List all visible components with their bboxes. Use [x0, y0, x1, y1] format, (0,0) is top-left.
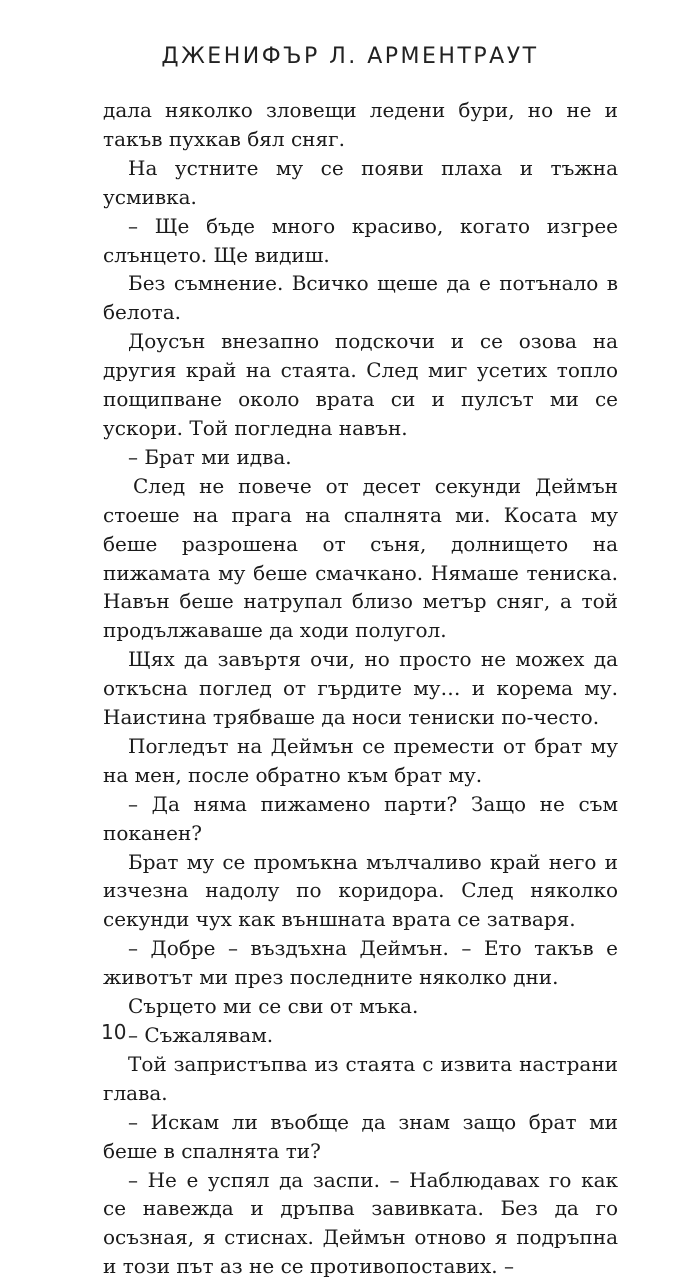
paragraph: Без съмнение. Всичко щеше да е потънало в белота. — [103, 271, 618, 325]
paragraph: Доусън внезапно подскочи и се озова на другия край на стаята. След миг усетих топло пощипване около врата си и пулсът ми се ускори. Той погледна навън. — [103, 329, 618, 440]
paragraph: Щях да завъртя очи, но просто не можех да откъсна поглед от гърдите му… и корема му. Наистина трябваше да носи тениски по-често. — [103, 647, 618, 730]
paragraph: – Да няма пижамено парти? Защо не съм поканен? — [103, 791, 618, 845]
running-header-author: ДЖЕНИФЪР Л. АРМЕНТРАУТ — [161, 44, 539, 69]
paragraph: Сърцето ми се сви от мъка. — [128, 994, 419, 1019]
paragraph: – Искам ли въобще да знам защо брат ми беше в спалнята ти? — [103, 1109, 618, 1163]
body-text — [103, 96, 618, 1281]
paragraph: След не повече от десет секунди Деймън стоеше на прага на спалнята ми. Косата му беше разрошена от съня, долнището на пижамата му беше смачкано. Нямаше тениска. Навън беше натрупал близо метър сняг, а той продължаваше да ходи полугол. — [103, 473, 618, 643]
paragraph: – Не е успял да заспи. – Наблюдавах го как се навежда и дръпва завивката. Без да го осъзная, я стиснах. Деймън отново я подръпна и този път аз не се противопоставих. – — [103, 1167, 618, 1279]
paragraph: – Добре – въздъхна Деймън. – Ето такъв е животът ми през последните няколко дни. — [103, 936, 618, 990]
paragraph: На устните му се появи плаха и тъжна усмивка. — [103, 155, 618, 209]
paragraph: Погледът на Деймън се премести от брат му на мен, после обратно към брат му. — [103, 733, 618, 787]
page-number: 10 — [101, 1020, 127, 1044]
paragraph: – Брат ми идва. — [128, 444, 292, 469]
paragraph: Брат му се промъкна мълчаливо край него и изчезна надолу по коридора. След няколко секунди чух как външната врата се затваря. — [103, 849, 618, 932]
paragraph: Той запристъпва из стаята с извита настрани глава. — [103, 1051, 618, 1105]
paragraph: дала няколко зловещи ледени бури, но не и такъв пухкав бял сняг. — [103, 98, 618, 151]
paragraph: – Ще бъде много красиво, когато изгрее слънцето. Ще видиш. — [103, 213, 618, 267]
paragraph: – Съжалявам. — [128, 1023, 274, 1047]
